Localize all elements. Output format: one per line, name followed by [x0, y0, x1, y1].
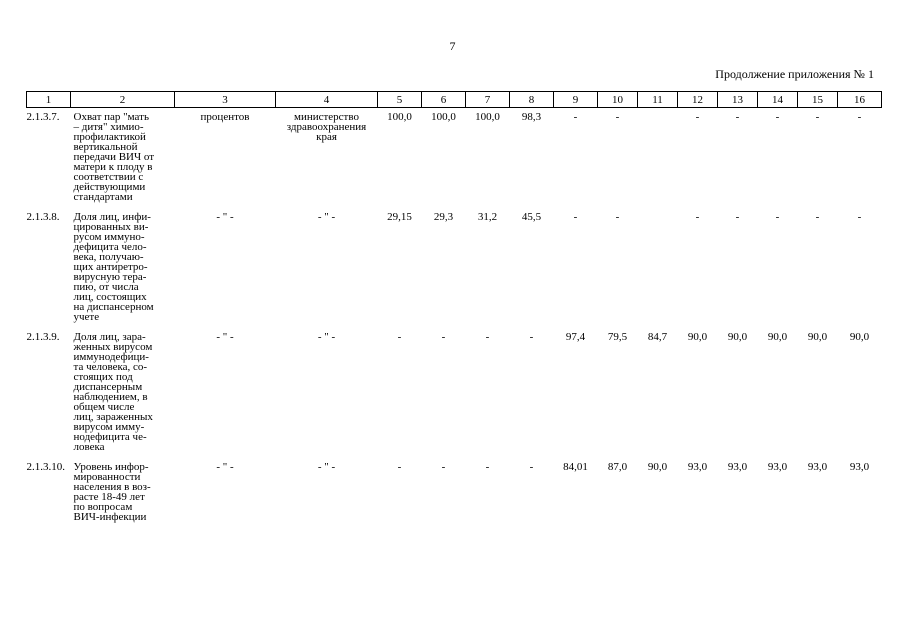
row-value: 100,0: [431, 111, 456, 123]
description-line: щих антиретро-: [73, 261, 148, 273]
description-line: соответствии с: [73, 171, 144, 183]
column-header: 12: [678, 92, 718, 108]
row-value: 100,0: [387, 111, 412, 123]
description-line: нодефицита че-: [73, 431, 147, 443]
column-header: 1: [27, 92, 71, 108]
description-line: вертикальной: [73, 141, 138, 153]
column-header: 13: [718, 92, 758, 108]
row-value: 29,3: [433, 211, 454, 223]
row-value: 90,0: [687, 331, 708, 343]
row-value: -: [573, 211, 578, 223]
row-value: -: [695, 211, 700, 223]
description-line: вирусную тера-: [73, 271, 147, 283]
description-line: пию, от числа: [73, 281, 139, 293]
description-line: стандартами: [73, 191, 133, 203]
table-row: [27, 208, 882, 328]
row-value: [638, 208, 678, 328]
column-header: 4: [276, 92, 378, 108]
row-value: -: [485, 331, 490, 343]
row-executor: [276, 328, 378, 458]
row-value: 93,0: [767, 461, 788, 473]
executor-line: министерство: [293, 111, 359, 123]
row-code: 2.1.3.9.: [26, 331, 60, 343]
description-line: ловека: [73, 441, 105, 453]
description-line: мированности: [73, 471, 141, 483]
row-value: -: [529, 331, 534, 343]
column-header: 11: [638, 92, 678, 108]
executor-line: - " -: [317, 331, 336, 343]
page-number: 7: [449, 39, 456, 53]
column-header: 2: [71, 92, 175, 108]
row-value: -: [735, 111, 740, 123]
table-row: [27, 328, 882, 458]
description-line: вирусом имму-: [73, 421, 145, 433]
row-value: -: [815, 111, 820, 123]
column-header: 9: [554, 92, 598, 108]
row-value: -: [441, 461, 446, 473]
row-value: 84,01: [563, 461, 588, 473]
row-value: -: [615, 111, 620, 123]
column-header: 5: [378, 92, 422, 108]
row-value: -: [397, 331, 402, 343]
description-line: Уровень инфор-: [73, 461, 149, 473]
column-header: 14: [758, 92, 798, 108]
executor-line: - " -: [317, 211, 336, 223]
row-value: 90,0: [727, 331, 748, 343]
row-unit: - " -: [216, 331, 234, 343]
description-line: стоящих под: [73, 371, 133, 383]
row-value: 100,0: [475, 111, 500, 123]
description-line: общем числе: [73, 401, 135, 413]
description-line: дефицита чело-: [73, 241, 147, 253]
table-row: [27, 458, 882, 528]
row-value: [638, 108, 678, 209]
row-value: 90,0: [807, 331, 828, 343]
row-value: -: [573, 111, 578, 123]
description-line: иммунодефици-: [73, 351, 149, 363]
row-value: 97,4: [565, 331, 586, 343]
description-line: – дитя" химио-: [73, 121, 144, 133]
row-description: [71, 208, 175, 328]
row-value: -: [815, 211, 820, 223]
description-line: лиц, зараженных: [73, 411, 153, 423]
row-value: -: [775, 211, 780, 223]
description-line: ВИЧ-инфекции: [73, 511, 147, 523]
description-line: передачи ВИЧ от: [73, 151, 155, 163]
column-header: 10: [598, 92, 638, 108]
row-value: -: [529, 461, 534, 473]
row-value: 90,0: [647, 461, 668, 473]
column-header: 8: [510, 92, 554, 108]
description-line: века, получаю-: [73, 251, 144, 263]
table-header-row: [27, 92, 882, 108]
row-value: -: [485, 461, 490, 473]
row-value: 98,3: [521, 111, 542, 123]
row-executor: [276, 208, 378, 328]
description-line: матери к плоду в: [73, 161, 153, 173]
description-line: Доля лиц, зара-: [73, 331, 146, 343]
row-code: 2.1.3.7.: [26, 111, 60, 123]
executor-line: края: [316, 131, 337, 143]
executor-line: здравоохранения: [286, 121, 367, 133]
description-line: профилактикой: [73, 131, 146, 143]
description-line: лиц, состоящих: [73, 291, 147, 303]
row-code: 2.1.3.10.: [26, 461, 65, 473]
column-header: 15: [798, 92, 838, 108]
row-value: -: [615, 211, 620, 223]
row-value: 79,5: [607, 331, 628, 343]
row-description: [71, 108, 175, 209]
description-line: населения в воз-: [73, 481, 151, 493]
row-value: -: [857, 211, 862, 223]
description-line: женных вирусом: [73, 341, 153, 353]
row-description: [71, 458, 175, 528]
row-description: [71, 328, 175, 458]
row-value: 45,5: [521, 211, 542, 223]
table-body: [27, 108, 882, 529]
row-value: -: [397, 461, 402, 473]
description-line: Охват пар "мать: [73, 111, 149, 123]
row-value: -: [735, 211, 740, 223]
appendix-subtitle: Продолжение приложения № 1: [715, 67, 874, 81]
description-line: действующими: [73, 181, 146, 193]
column-header: 16: [838, 92, 882, 108]
row-value: 93,0: [807, 461, 828, 473]
row-value: 90,0: [849, 331, 870, 343]
row-executor: [276, 458, 378, 528]
description-line: расте 18-49 лет: [73, 491, 145, 503]
column-header: 3: [175, 92, 276, 108]
row-executor: [276, 108, 378, 209]
row-code: 2.1.3.8.: [26, 211, 60, 223]
row-value: -: [857, 111, 862, 123]
row-value: 93,0: [687, 461, 708, 473]
row-unit: процентов: [200, 111, 250, 123]
row-value: -: [441, 331, 446, 343]
description-line: та человека, со-: [73, 361, 148, 373]
description-line: учете: [73, 311, 100, 323]
indicators-table: [26, 91, 882, 528]
description-line: по вопросам: [73, 501, 133, 513]
column-header: 7: [466, 92, 510, 108]
row-value: 29,15: [387, 211, 412, 223]
row-value: 93,0: [849, 461, 870, 473]
row-unit: - " -: [216, 461, 234, 473]
description-line: Доля лиц, инфи-: [73, 211, 151, 223]
table-row: [27, 108, 882, 209]
row-unit: - " -: [216, 211, 234, 223]
row-value: -: [695, 111, 700, 123]
row-value: 87,0: [607, 461, 628, 473]
description-line: русом иммуно-: [73, 231, 145, 243]
row-value: 93,0: [727, 461, 748, 473]
row-value: -: [775, 111, 780, 123]
description-line: диспансерным: [73, 381, 143, 393]
column-header: 6: [422, 92, 466, 108]
row-value: 84,7: [647, 331, 668, 343]
row-value: 31,2: [477, 211, 498, 223]
description-line: на диспансерном: [73, 301, 154, 313]
executor-line: - " -: [317, 461, 336, 473]
description-line: цированных ви-: [73, 221, 149, 233]
description-line: наблюдением, в: [73, 391, 148, 403]
row-value: 90,0: [767, 331, 788, 343]
